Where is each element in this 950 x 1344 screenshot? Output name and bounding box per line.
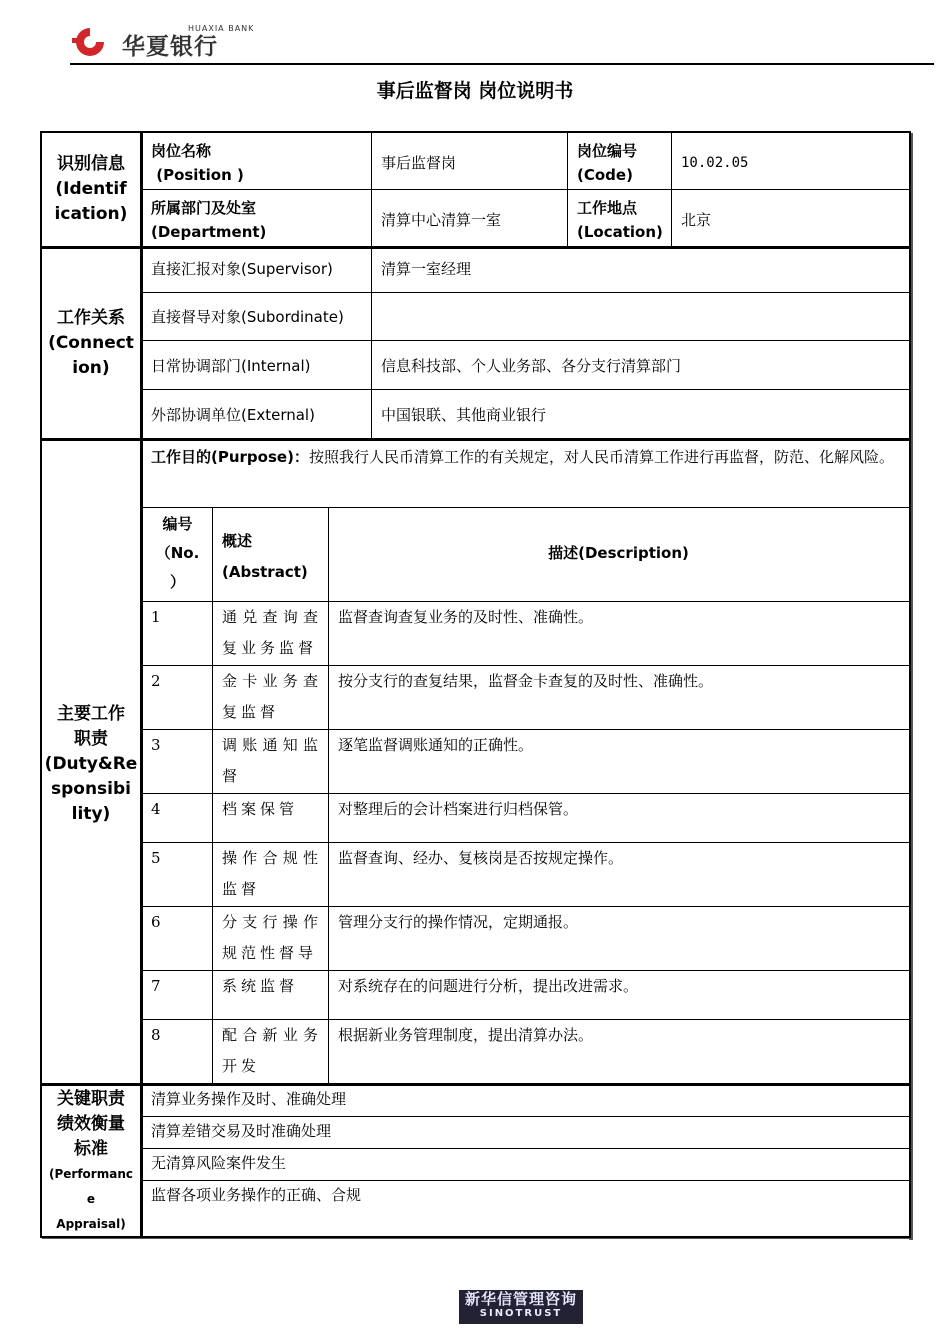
external-label: 外部协调单位(External) xyxy=(151,406,315,424)
duty-row-description: 逐笔监督调账通知的正确性。 xyxy=(338,736,534,754)
duty-row-no: 8 xyxy=(151,1026,161,1044)
department-value: 清算中心清算一室 xyxy=(381,211,502,229)
huaxia-bank-logo-icon xyxy=(70,24,110,60)
duty-row-abstract: 操作合规性监督 xyxy=(222,849,322,898)
duty-row-abstract: 系统监督 xyxy=(222,977,299,995)
grid-line xyxy=(143,1148,909,1149)
section-divider xyxy=(40,438,911,441)
bank-name-en: HUAXIA BANK xyxy=(188,24,255,33)
duty-row-description: 对系统存在的问题进行分析，提出改进需求。 xyxy=(338,977,639,995)
duty-row-description: 根据新业务管理制度，提出清算办法。 xyxy=(338,1026,594,1044)
grid-line xyxy=(371,249,372,438)
duty-row-description: 管理分支行的操作情况，定期通报。 xyxy=(338,913,579,931)
duty-row-no: 4 xyxy=(151,800,161,818)
purpose-text: 按照我行人民币清算工作的有关规定，对人民币清算工作进行再监督，防范、化解风险。 xyxy=(308,448,894,466)
purpose-paragraph xyxy=(151,442,903,473)
appraisal-item: 清算业务操作及时、准确处理 xyxy=(151,1090,347,1108)
duty-row-description: 监督查询、经办、复核岗是否按规定操作。 xyxy=(338,849,624,867)
position-name-label: 岗位名称 (Position ) xyxy=(151,142,244,184)
duty-row-no: 7 xyxy=(151,977,161,995)
appraisal-item: 清算差错交易及时准确处理 xyxy=(151,1122,332,1140)
position-code-label: 岗位编号 (Code) xyxy=(577,142,638,184)
duty-row-description: 对整理后的会计档案进行归档保管。 xyxy=(338,800,579,818)
subordinate-label: 直接督导对象(Subordinate) xyxy=(151,308,344,326)
grid-line xyxy=(143,389,909,390)
label-column-divider xyxy=(140,131,143,1238)
duty-row-abstract: 金卡业务查复监督 xyxy=(222,672,322,721)
section-divider xyxy=(40,1083,911,1086)
duty-row-abstract: 配合新业务开发 xyxy=(222,1026,322,1075)
grid-line xyxy=(143,1180,909,1181)
duty-row-abstract: 分支行操作规范性督导 xyxy=(222,913,322,962)
internal-value: 信息科技部、个人业务部、各分支行清算部门 xyxy=(381,357,682,375)
supervisor-value: 清算一室经理 xyxy=(381,260,472,278)
duty-row-abstract: 调账通知监督 xyxy=(222,736,322,785)
internal-label: 日常协调部门(Internal) xyxy=(151,357,311,375)
duty-row-abstract: 档案保管 xyxy=(222,800,299,818)
sinotrust-logo xyxy=(459,1290,583,1324)
duty-row-description: 按分支行的查复结果，监督金卡查复的及时性、准确性。 xyxy=(338,672,714,690)
bank-name-cn: 华夏银行 xyxy=(122,34,218,60)
duty-row-no: 3 xyxy=(151,736,161,754)
identification-section-label: 识别信息 (Identif ication) xyxy=(54,154,128,224)
section-divider xyxy=(40,246,911,249)
grid-line xyxy=(143,189,909,190)
column-header-description: 描述(Description) xyxy=(548,544,689,562)
appraisal-section-label-cn: 关键职责 绩效衡量 标准 xyxy=(57,1089,125,1159)
location-label: 工作地点 (Location) xyxy=(577,199,663,241)
duty-row-no: 1 xyxy=(151,608,161,626)
page-header xyxy=(70,18,934,64)
duty-row-abstract: 通兑查询查复业务监督 xyxy=(222,608,322,657)
appraisal-section-label-en: (Performanc e Appraisal) xyxy=(49,1167,133,1231)
connection-section-label: 工作关系 (Connect ion) xyxy=(48,308,134,378)
supervisor-label: 直接汇报对象(Supervisor) xyxy=(151,260,333,278)
header-rule xyxy=(70,63,934,65)
purpose-label: 工作目的(Purpose)： xyxy=(151,448,309,466)
duty-row-no: 2 xyxy=(151,672,161,690)
position-name-value: 事后监督岗 xyxy=(381,154,457,172)
duty-row-no: 6 xyxy=(151,913,161,931)
column-header-abstract: 概述 (Abstract) xyxy=(222,532,308,581)
duty-row-no: 5 xyxy=(151,849,161,867)
footer-company-en: SINOTRUST xyxy=(479,1308,563,1319)
appraisal-item: 无清算风险案件发生 xyxy=(151,1154,287,1172)
column-header-no: 编号 （No. ） xyxy=(155,515,200,591)
grid-line xyxy=(143,292,909,293)
grid-line xyxy=(328,507,329,1084)
external-value: 中国银联、其他商业银行 xyxy=(381,406,547,424)
duty-section-label: 主要工作 职责 (Duty&Re sponsibi lity) xyxy=(44,704,138,824)
location-value: 北京 xyxy=(681,211,712,229)
grid-line xyxy=(143,340,909,341)
grid-line xyxy=(143,1116,909,1117)
position-code-value: 10.02.05 xyxy=(681,155,749,171)
grid-line xyxy=(212,507,213,1084)
grid-line xyxy=(143,507,909,508)
footer-company-cn: 新华信管理咨询 xyxy=(464,1290,577,1308)
document-title: 事后监督岗 岗位说明书 xyxy=(376,80,574,102)
department-label: 所属部门及处室 (Department) xyxy=(151,199,267,241)
duty-row-description: 监督查询查复业务的及时性、准确性。 xyxy=(338,608,594,626)
appraisal-item: 监督各项业务操作的正确、合规 xyxy=(151,1186,362,1204)
